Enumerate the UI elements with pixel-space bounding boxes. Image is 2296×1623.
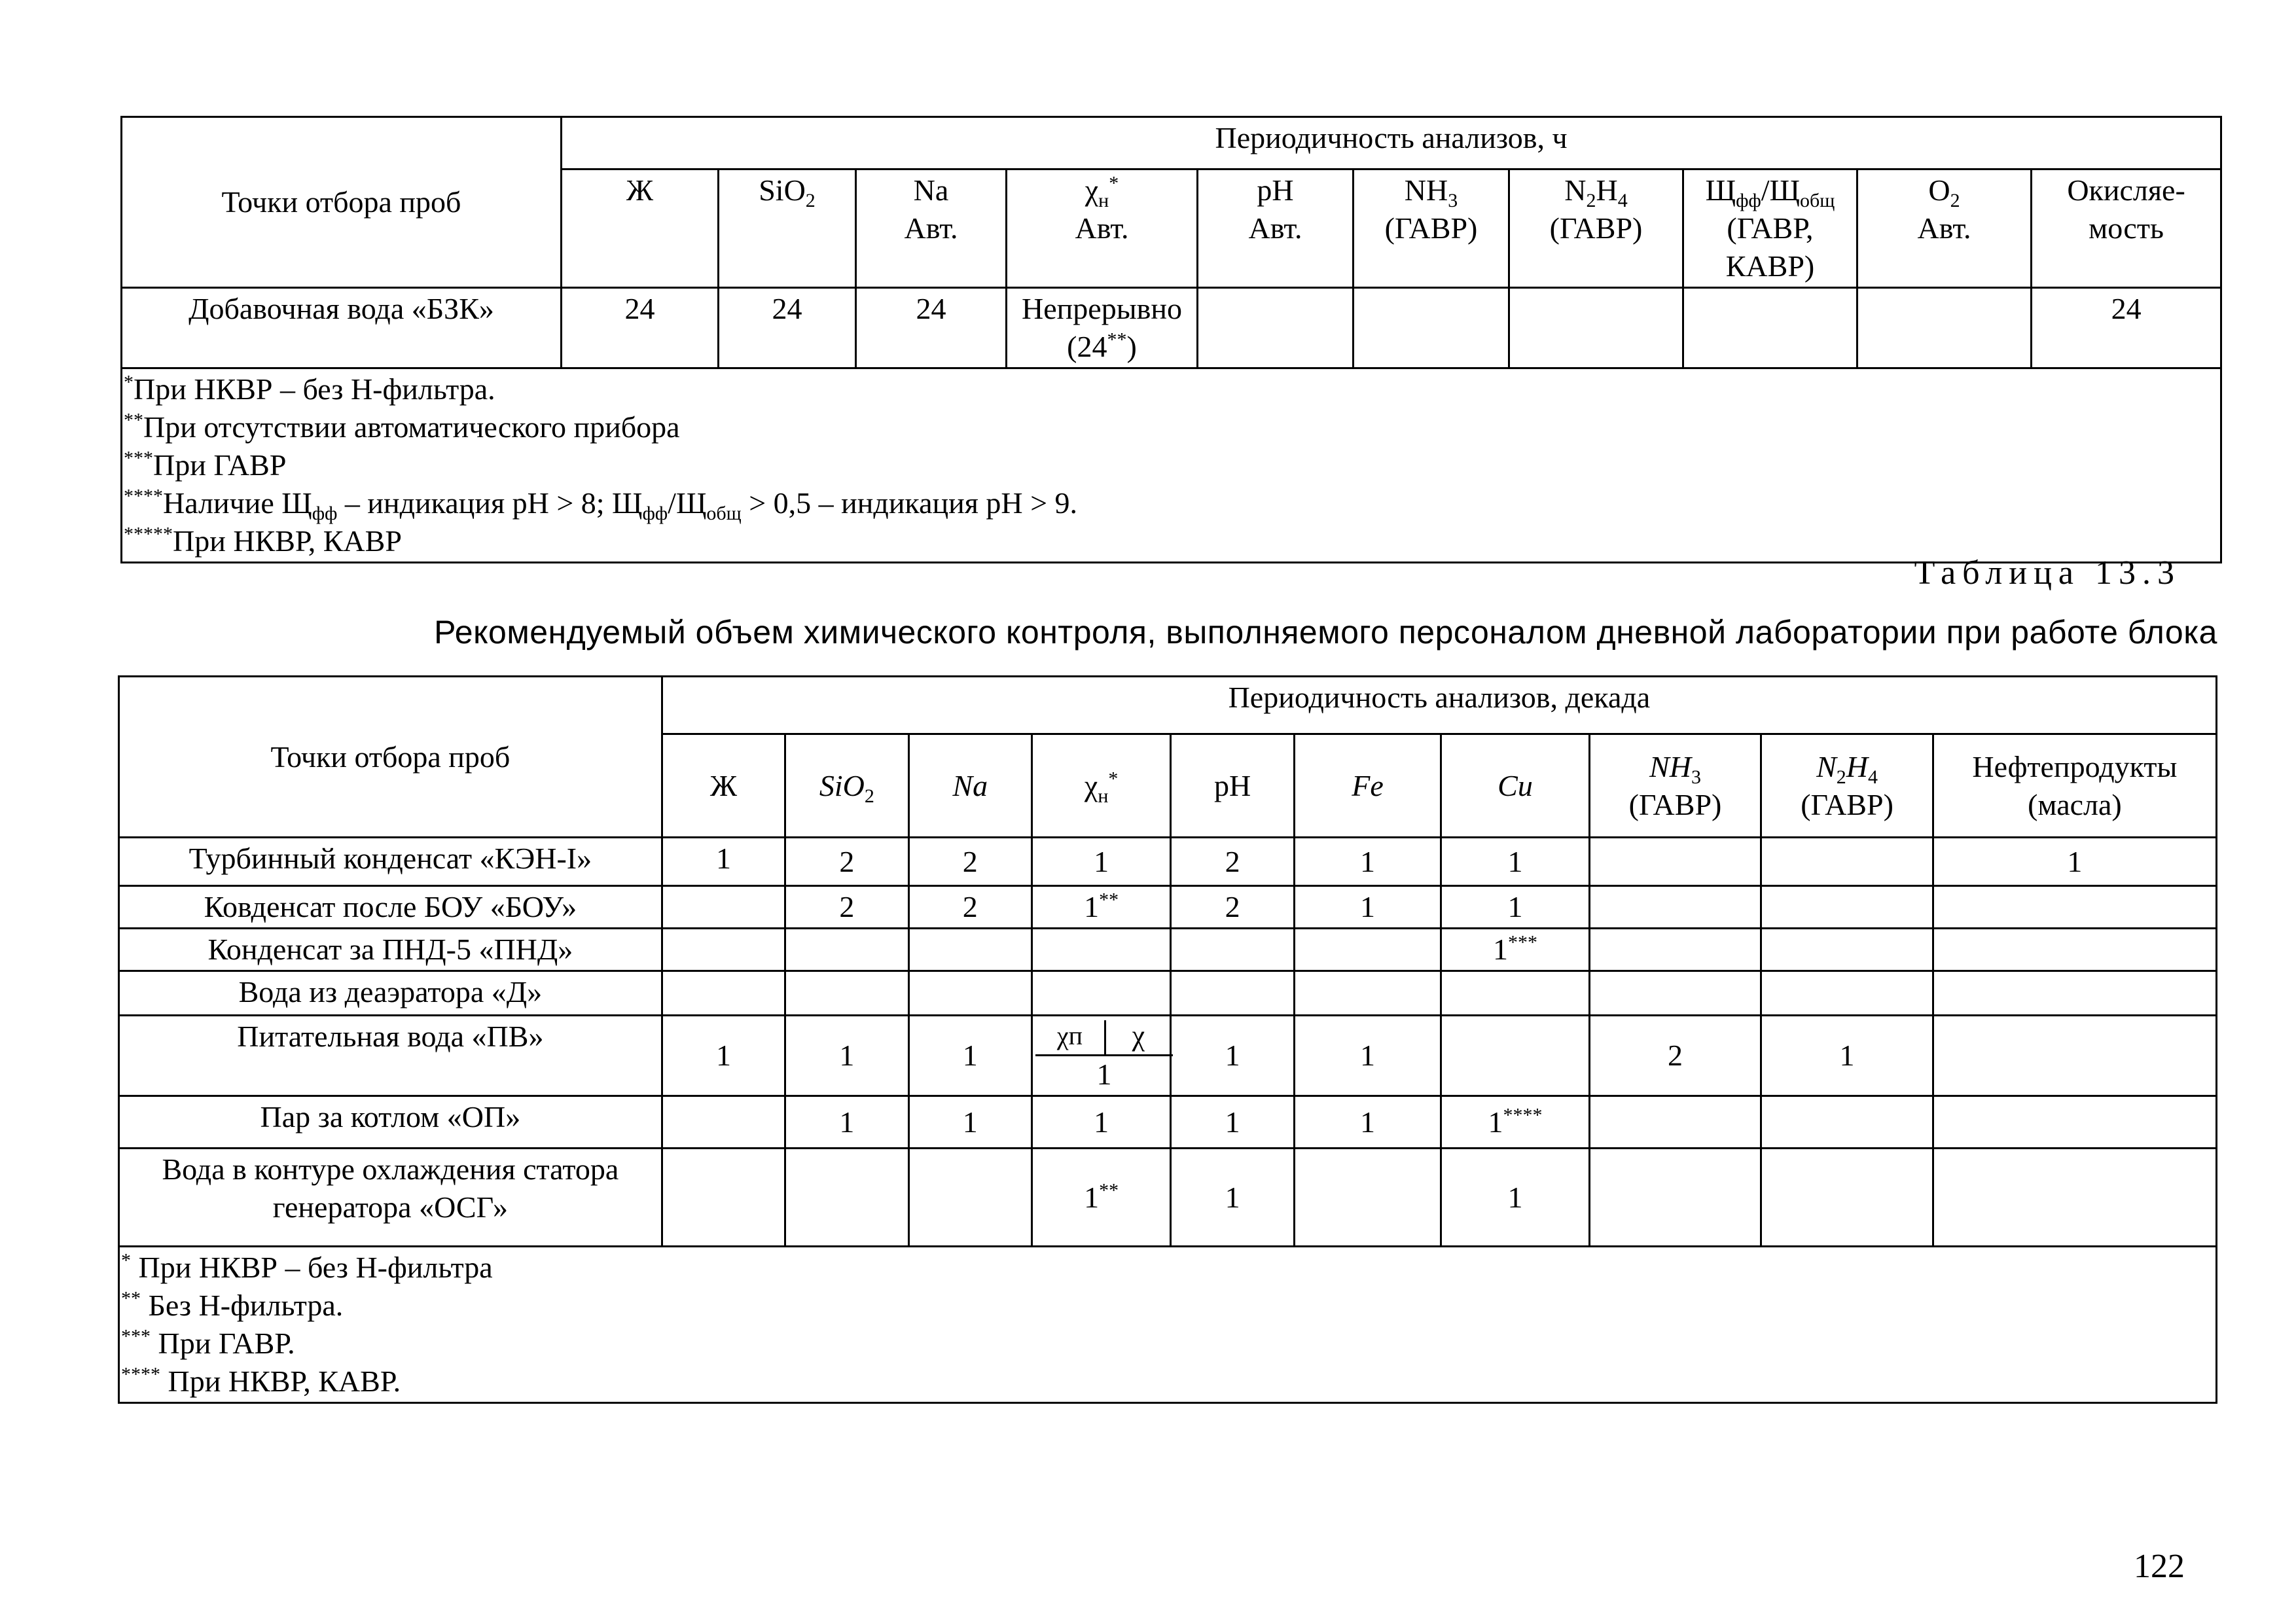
col-oxid: Окисляе- мость xyxy=(2032,169,2221,288)
cell-n2h4 xyxy=(1761,929,1933,971)
cell-sio2: 1 xyxy=(785,1016,908,1096)
cell-zh: 24 xyxy=(562,288,719,368)
footnote: *** При ГАВР. xyxy=(121,1325,295,1360)
cell-na: 2 xyxy=(908,886,1031,929)
cell-fe: 1 xyxy=(1294,838,1441,886)
cell-sio2 xyxy=(785,971,908,1016)
chi-label: χ xyxy=(1132,1020,1145,1052)
col-n2h4: $N_2H_4$ (ГАВР) xyxy=(1509,169,1683,288)
row-label: Вода из деаэратора «Д» xyxy=(119,971,662,1016)
cell-cu: 1 xyxy=(1441,886,1589,929)
footnote: *****При НКВР, КАВР xyxy=(124,523,402,558)
cell-chi: 1** xyxy=(1031,1149,1170,1247)
footnote: ** Без Н-фильтра. xyxy=(121,1287,344,1322)
cell-cu: 1**** xyxy=(1441,1096,1589,1149)
table-analysis-hourly xyxy=(120,116,2222,563)
col-ph: pH xyxy=(1171,734,1294,838)
col-sio2: SiO$_2$ xyxy=(785,734,908,838)
footnote: **При отсутствии автоматического прибора xyxy=(124,409,680,444)
chi-split-cell xyxy=(1035,1018,1173,1094)
cell-cu xyxy=(1441,971,1589,1016)
cell-ph: 1 xyxy=(1171,1016,1294,1096)
col-oil: Нефтепродукты (масла) xyxy=(1933,734,2216,838)
cell-zh xyxy=(662,886,785,929)
period-header: Периодичность анализов, декада xyxy=(662,677,2216,734)
cell-fe xyxy=(1294,1149,1441,1247)
cell-nh3 xyxy=(1589,1096,1761,1149)
cell-fe: 1 xyxy=(1294,1016,1441,1096)
col-nh3: $NH_3$ (ГАВР) xyxy=(1589,734,1761,838)
table-row xyxy=(119,971,2217,1016)
chi-value: 1 xyxy=(1096,1058,1112,1091)
cell-nh3 xyxy=(1589,971,1761,1016)
cell-chi: 1 xyxy=(1031,838,1170,886)
cell-fe: 1 xyxy=(1294,1096,1441,1149)
cell-sio2: 1 xyxy=(785,1096,908,1149)
cell-chi: Непрерывно (24**) xyxy=(1007,288,1198,368)
cell-oil xyxy=(1933,1016,2216,1096)
cell-oil xyxy=(1933,1096,2216,1149)
table-row xyxy=(119,1149,2217,1247)
col-shch: $Щ_{фф}/Щ_{общ}$ (ГАВР, КАВР) xyxy=(1683,169,1857,288)
col-zh: Ж xyxy=(662,734,785,838)
cell-ph xyxy=(1171,971,1294,1016)
cell-fe: 1 xyxy=(1294,886,1441,929)
period-header: Периодичность анализов, ч xyxy=(562,117,2221,169)
cell-nh3 xyxy=(1589,886,1761,929)
cell-sio2: 24 xyxy=(719,288,856,368)
cell-ph xyxy=(1198,288,1354,368)
cell-sio2: 2 xyxy=(785,838,908,886)
cell-sio2: 2 xyxy=(785,886,908,929)
cell-fe xyxy=(1294,929,1441,971)
cell-zh xyxy=(662,971,785,1016)
cell-cu: 1*** xyxy=(1441,929,1589,971)
cell-n2h4: 1 xyxy=(1761,1016,1933,1096)
cell-o2 xyxy=(1857,288,2032,368)
cell-oil xyxy=(1933,886,2216,929)
page-number: 122 xyxy=(2134,1548,2185,1585)
cell-zh xyxy=(662,929,785,971)
cell-cu xyxy=(1441,1016,1589,1096)
col-cu: Cu xyxy=(1441,734,1589,838)
cell-zh xyxy=(662,1096,785,1149)
table-row xyxy=(119,1016,2217,1096)
cell-shch xyxy=(1683,288,1857,368)
cell-na: 1 xyxy=(908,1016,1031,1096)
table-number: Таблица 13.3 xyxy=(1914,554,2181,592)
footnote: *При НКВР – без Н-фильтра. xyxy=(124,371,495,406)
footnote: ***При ГАВР xyxy=(124,447,287,482)
row-label: Конденсат за ПНД-5 «ПНД» xyxy=(119,929,662,971)
footnote: **** При НКВР, КАВР. xyxy=(121,1363,401,1398)
cell-zh: 1 xyxy=(662,838,785,886)
cell-nh3 xyxy=(1354,288,1509,368)
cell-sio2 xyxy=(785,1149,908,1247)
col-n2h4: $N_2H_4$ (ГАВР) xyxy=(1761,734,1933,838)
cell-chi: 1 xyxy=(1031,1096,1170,1149)
cell-oil xyxy=(1933,1149,2216,1247)
cell-nh3 xyxy=(1589,929,1761,971)
col-fe: Fe xyxy=(1294,734,1441,838)
cell-zh xyxy=(662,1149,785,1247)
cell-ph: 1 xyxy=(1171,1149,1294,1247)
col-chi: $\chi_н^*$ Авт. xyxy=(1007,169,1198,288)
footnote: ****Наличие $Щ_{фф}$ – индикация pH > 8; $Щ_{фф}/Щ_{общ} > 0,5$ – индикация pH > 9. xyxy=(124,485,1078,525)
footnote: * При НКВР – без Н-фильтра xyxy=(121,1249,493,1284)
col-sio2: SiO$_2$ xyxy=(719,169,856,288)
cell-n2h4 xyxy=(1761,1149,1933,1247)
chi-p-label: χп xyxy=(1056,1021,1083,1050)
cell-chi: 1** xyxy=(1031,886,1170,929)
table-row xyxy=(119,886,2217,929)
cell-oil xyxy=(1933,971,2216,1016)
col-nh3: $NH_3$ (ГАВР) xyxy=(1354,169,1509,288)
cell-na: 1 xyxy=(908,1096,1031,1149)
table-analysis-decade xyxy=(118,675,2217,1404)
cell-n2h4 xyxy=(1761,886,1933,929)
col-o2: $O_2$ Авт. xyxy=(1857,169,2032,288)
cell-oil: 1 xyxy=(1933,838,2216,886)
table-row xyxy=(122,288,2221,368)
footnotes xyxy=(122,368,2221,563)
row-label: Ковденсат после БОУ «БОУ» xyxy=(119,886,662,929)
cell-ph: 2 xyxy=(1171,886,1294,929)
cell-ph xyxy=(1171,929,1294,971)
row-label: Пар за котлом «ОП» xyxy=(119,1096,662,1149)
cell-n2h4 xyxy=(1761,1096,1933,1149)
cell-na: 24 xyxy=(856,288,1007,368)
row-label: Питательная вода «ПВ» xyxy=(119,1016,662,1096)
cell-chi xyxy=(1031,929,1170,971)
cell-na xyxy=(908,929,1031,971)
table-row xyxy=(119,1096,2217,1149)
cell-ph: 2 xyxy=(1171,838,1294,886)
points-header: Точки отбора проб xyxy=(119,677,662,838)
cell-oil xyxy=(1933,929,2216,971)
cell-fe xyxy=(1294,971,1441,1016)
points-header: Точки отбора проб xyxy=(122,117,562,288)
cell-na xyxy=(908,971,1031,1016)
footnotes xyxy=(119,1247,2217,1403)
table-title: Рекомендуемый объем химического контроля, выполняемого персоналом дневной лаборатории при работе блока xyxy=(434,614,2217,651)
cell-zh: 1 xyxy=(662,1016,785,1096)
col-chi: $\chi_н^*$ xyxy=(1031,734,1170,838)
col-na: Na xyxy=(908,734,1031,838)
cell-nh3 xyxy=(1589,838,1761,886)
cell-n2h4 xyxy=(1761,838,1933,886)
cell-chi-split xyxy=(1031,1016,1170,1096)
row-label: Вода в контуре охлаждения статора генератора «ОСГ» xyxy=(119,1149,662,1247)
cell-na xyxy=(908,1149,1031,1247)
cell-nh3: 2 xyxy=(1589,1016,1761,1096)
cell-nh3 xyxy=(1589,1149,1761,1247)
cell-chi xyxy=(1031,971,1170,1016)
cell-na: 2 xyxy=(908,838,1031,886)
table-row xyxy=(119,929,2217,971)
col-ph: pH Авт. xyxy=(1198,169,1354,288)
cell-n2h4 xyxy=(1509,288,1683,368)
cell-cu: 1 xyxy=(1441,1149,1589,1247)
row-label: Добавочная вода «БЗК» xyxy=(122,288,562,368)
cell-sio2 xyxy=(785,929,908,971)
row-label: Турбинный конденсат «КЭН-I» xyxy=(119,838,662,886)
col-na: Na Авт. xyxy=(856,169,1007,288)
cell-cu: 1 xyxy=(1441,838,1589,886)
cell-oxid: 24 xyxy=(2032,288,2221,368)
cell-n2h4 xyxy=(1761,971,1933,1016)
cell-ph: 1 xyxy=(1171,1096,1294,1149)
col-zh: Ж xyxy=(562,169,719,288)
table-row xyxy=(119,838,2217,886)
